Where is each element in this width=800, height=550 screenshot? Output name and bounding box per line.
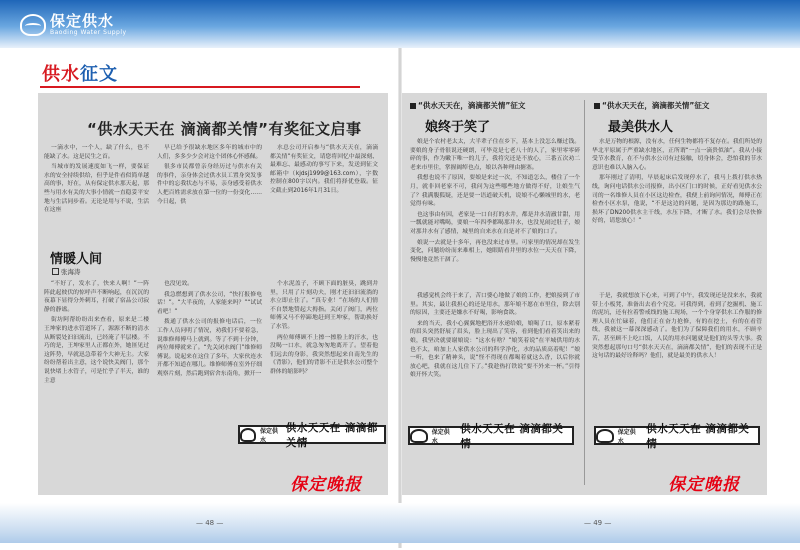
paragraph: 于是，我就想放下心来，可到了中午，我发现还是没来水，我就带上小板凳，准备出去看个究竟。可我得到，看到了挖掘机、施工的泥坑，还有拉着警戒线的施工现场，一个个身穿供水工作服的修理人员在忙碌着，他们正在奋力抢修，有的在挖土，有的在看管线，我被这一幕深深感动了。他们为了保障我们的用水，不顾辛苦，甚至顾不上吃口饭，人民的用水问题就是他们的头等大事。我突然想起那句口号“供水天天在，滴滴都关情”，他们的表现不正是这句话的最好诠释吗？他们，就是最美的供水人！ xyxy=(592,293,762,360)
page-number: — 49 — xyxy=(584,519,612,527)
page-number: — 48 — xyxy=(196,519,224,527)
title-underline xyxy=(40,86,360,88)
paragraph: 我感觉机会终于来了，苦口婆心地做了娘的工作，把娘接到了市里。其实，最让我担心的还是用水，那年娘不愿在市里住，除去别的原因，主要还是嫌水不好喝，影响食欲。 xyxy=(410,293,580,317)
article-column-1 xyxy=(592,138,762,288)
article-column-3 xyxy=(270,280,378,410)
column-title-prefix: 供水 xyxy=(42,64,80,85)
square-icon xyxy=(410,103,416,109)
slogan-banner xyxy=(238,421,386,449)
banner-slogan: 供水天天在 滴滴都关情 xyxy=(646,422,750,450)
paragraph: “不好了，发水了，快来人啊！”一阵阵此起彼伏的惊呼声不断响起，在沉沉的夜幕下显得分外刺耳，打破了宿品公司寂静的静谧。 xyxy=(44,281,149,313)
paragraph: 街坊阿帮纷纷出来查看，原来是二楼王坤家的进水管道坏了，源源不断的清水从断裂处汩汩流出，已经淹了半层楼。不巧的是，王坤家里人正都在外，她匪见过这阵势，早就迅急带着个大神无主。大家纷纷帮着出主意，这个说快关阀门，那个说快堵上水管子，可是忙乎了半天，谁的主意 xyxy=(44,317,149,384)
banner-brand: 保定供水 xyxy=(617,428,636,445)
paragraph: 也没见效。 xyxy=(163,281,193,287)
water-drop-icon xyxy=(596,429,614,443)
paragraph: 很多市民都曾亲身经历过与供水有关的事件，亲身体会过供水员工置身突发事件中的忘我状态与不易，亲身感受着供水人把百姓需求放在第一位的一份变化……今日起，供 xyxy=(157,164,262,205)
article-column-1 xyxy=(410,138,580,288)
logo-subtext: Baoding Water Supply xyxy=(50,29,127,36)
slogan-banner xyxy=(594,422,760,450)
article-kicker xyxy=(410,100,525,111)
kicker-text: “供水天天在，滴滴都关情”征文 xyxy=(602,101,710,110)
article-column-1 xyxy=(44,280,149,483)
square-icon xyxy=(594,103,600,109)
notice-column-2 xyxy=(157,144,262,234)
author-name: 张海涛 xyxy=(61,268,81,276)
paragraph: 水是万物的根源，没有水，任何生物都将不复存在。我们所处的华北平原属于严重缺水地区，正所谓“一点一滴贵似油”。我从小接受节水教育，在不与供水公司有过接触，切身体会，恐怕我的节水意识也难以入脑入心。 xyxy=(592,139,762,171)
article-column-2 xyxy=(592,292,762,420)
newspaper-name: 保定晚报 xyxy=(290,475,362,495)
paragraph: 那年刚过了清明，早晨起床后发现停水了，我马上拨打供水热线，询问电话供水公司报修，出小区门口的时候，正好看见供水公司的一名维修人员在小区这边检查，我便上前询问情况，师傅正在检查小区水泵，他说，“不是这边的问题，是因为那边的路施工，损坏了DN200供水主干线，水压下降，才断了水。我们会尽快修好的，请您放心！” xyxy=(592,175,762,225)
square-icon xyxy=(52,268,59,275)
paragraph: 我急燃想到了供水公司，“快打报修电话！”。“大半夜的，人家能来吗？”“试试看吧！” xyxy=(157,291,262,315)
column-title-suffix: 征文 xyxy=(80,64,118,85)
newspaper-name: 保定晚报 xyxy=(668,475,740,495)
paragraph: 拨通了供水公司的报修电话后，一位工作人员问明了情况，劝我们不要着急，说维修师傅马上就到。等了不到十分钟，两位师傅就来了。“先关闭水阀门”维修师傅说。说起来在这住了多年，大家伙连水开都不知道在哪儿。维修师傅在室外仔细观察片刻，然后跑到宿舍东南角，掀开一 xyxy=(157,319,262,377)
header-bar xyxy=(0,0,800,48)
banner-brand: 保定供水 xyxy=(260,427,279,444)
article-kicker xyxy=(594,100,709,111)
paragraph: 两位师傅顾不上擦一擦脸上的汗水，也没喝一口水，就急匆匆地离开了。望着他们远去的身影，我突然想起来自南先生的《背影》，他们的背影不正是供水公司整个群体的缩影吗？ xyxy=(270,334,378,375)
banner-brand: 保定供水 xyxy=(431,428,450,445)
article-title: 娘终于笑了 xyxy=(425,120,491,135)
notice-column-1 xyxy=(44,144,149,234)
kicker-text: “供水天天在，滴滴都关情”征文 xyxy=(418,101,526,110)
column-divider xyxy=(584,100,585,485)
slogan-banner xyxy=(408,422,574,450)
company-logo xyxy=(20,12,127,38)
paragraph: 娘说一去就是十多年，再也没来过市里。可家里的情况却在发生变化，问题纷纷而来难相上，她眼睛看井里的水位一天天在下降，慢慢地竟然干涸了。 xyxy=(410,239,580,263)
paragraph: 个水泥盖子，不顾下面的脏臭，跳到井里，只用了片刻功夫，刚才还汩汩流淌的水立即止住了。“真专业！”在场的人们情不自禁地赞起大拇指。关闭了阀门，两位师傅又马不停蹄地赶到王坤家，帮助换好了水管。 xyxy=(270,281,378,330)
article-title: 最美供水人 xyxy=(608,120,674,135)
paragraph: 来的当天，我小心翼翼地把浴开水递给娘，娘喝了口，原本紧着的眉头突然舒展了眉头，脸上现出了笑容，看到他们看着笑出来的娘，我坚决就要谢娘说：“这水有啥？”娘笑着说“在平城供用的水也不太，咱加上人家供水公司的科学净化，水的品质高着呢！”娘一听，也来了精神头，说“怪不得现在都喝着就这么香，以后你就放心吧，我就在这儿住下了。”我趁热打铁说“要不外来一杯。”引得娘开怀大笑。 xyxy=(410,320,580,379)
paragraph: 娘是个农村老太太，大半辈子住在乡下，基本上没怎么赚过钱。要娘的身子骨很说还硬朗，可毕竟是七老八十的人了，家里零零碎碎的事，作为嫩下唯一的儿子，我将究还是不放心，三番五次劝二老来市里住，掌握阔绰也点，娘以各种理由搪塞。 xyxy=(410,139,580,171)
logo-text: 保定供水 xyxy=(50,12,115,30)
paragraph: 当城市的发展速度如飞一样，要保证水的安全持续供给，但乎是件看似简单越高的事，好在，从有保定供水那天起，那些与用水有关的大事小情就一直稳妥平安地与生活同步着。无论是用与不说，生活在这座 xyxy=(44,164,149,214)
water-drop-icon xyxy=(410,429,428,443)
paragraph: 也这事由有因，老家是一口自打的水井，都是井水清澈甘甜，用一瓢就能对嘴喝，要娘一年四季都喝那井水，也没见闹过肚子，娘对那井水有了感情，城里的自来水在自是对不了娘的口了。 xyxy=(410,211,580,235)
article-column-2 xyxy=(157,280,262,483)
banner-slogan: 供水天天在 滴滴都关情 xyxy=(460,422,564,450)
paragraph: 早已给予很缺水地区多年的城市中的人们，多多少少会对这个团体心怀感佩。 xyxy=(157,145,262,160)
article-byline xyxy=(52,267,81,276)
notice-column-3 xyxy=(270,144,378,234)
paragraph: 我想也说不了原因，要娘是来过一次，不知道怎么，楼住了一个月，就非回老家不可，我问为这些哪些地方做得不好，让娘生气了？我满腹狐疑，还是要一语道破天机，说娘不心懒城里的水，老觉得有味。 xyxy=(410,175,580,208)
contest-title: “供水天天在 滴滴都关情”有奖征文启事 xyxy=(87,120,362,138)
paragraph: 一滴水中，一个人，缺了什么，也不能缺了水。这是民生之首。 xyxy=(44,145,149,160)
paragraph: 水总公司开启参与“供水天天在，滴滴都关情”有奖征文，请您将回忆中最深刻、最难忘、最感动的事写下来，发送到征文邮箱中（kjdsj1999@163.com），字数控制在800字以内。我们将择优登载。征文截止到2016年1月31日。 xyxy=(270,145,378,194)
banner-slogan: 供水天天在 滴滴都关情 xyxy=(285,421,378,449)
article-column-2 xyxy=(410,292,580,420)
water-drop-icon xyxy=(240,428,256,442)
water-drop-icon xyxy=(20,14,46,36)
column-title xyxy=(42,60,118,86)
article-title: 情暖人间 xyxy=(50,252,103,267)
